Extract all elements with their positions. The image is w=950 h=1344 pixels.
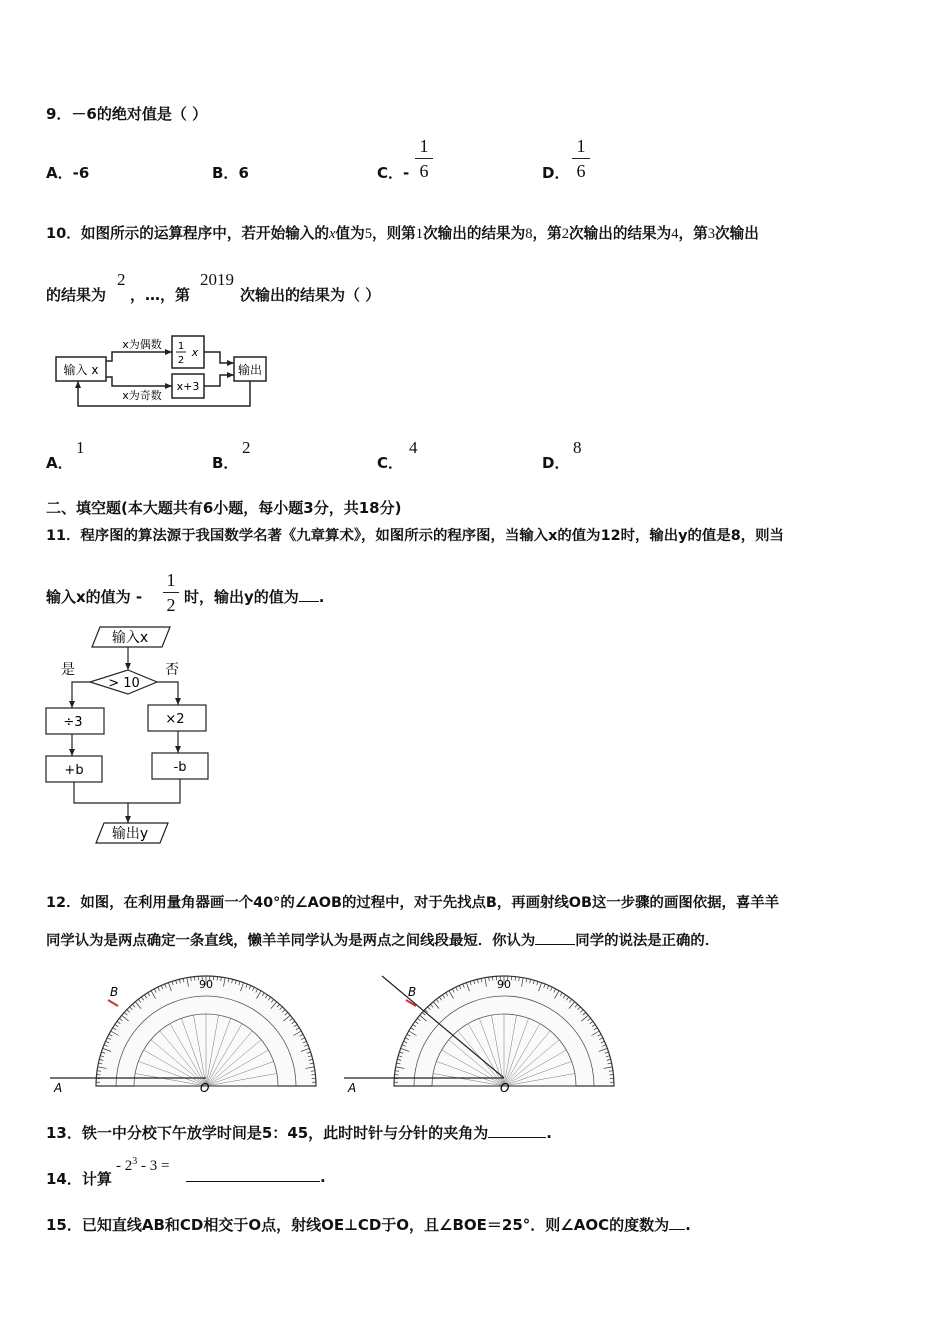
q9-option-d: D． <box>542 164 570 182</box>
q14-expression: - $2^3 - 3$ = <box>116 1156 170 1174</box>
q11-flow-yes: 是 <box>61 662 75 678</box>
q10-option-a-label: A． <box>46 454 73 472</box>
q10-line1: 10．如图所示的运算程序中，若开始输入的x值为5，则第1次输出的结果为8，第2次输出的结果为4，第3次输出 <box>46 225 759 242</box>
q12-protractors-figure <box>44 958 644 1098</box>
q10-flowchart <box>50 330 280 415</box>
q10-line2-b: ，…，第 <box>130 286 191 304</box>
q10-option-b-value: 2 <box>242 438 251 457</box>
q11-flow-output: 输出y <box>111 826 149 842</box>
q11-flow-minusb: -b <box>173 760 187 775</box>
q10-option-c-label: C． <box>377 454 404 472</box>
q10-option-d-value: 8 <box>573 438 582 457</box>
q10-sup-2: 2 <box>117 270 126 289</box>
right-label-a: A <box>348 1081 357 1095</box>
left-label-90: 90 <box>199 978 213 991</box>
q10-option-c-value: 4 <box>409 438 418 457</box>
q11-flowchart <box>40 622 230 854</box>
q10-sup-2019: 2019 <box>200 270 234 289</box>
q9-option-b: B．6 <box>212 164 249 182</box>
q11-flow-div3: ÷3 <box>63 715 83 730</box>
q11-fraction: 1 2 <box>163 570 179 615</box>
left-label-b: B <box>110 985 119 999</box>
q9-option-a: A．-6 <box>46 164 90 182</box>
q10-flow-half-den: 2 <box>177 355 185 366</box>
q9-option-d-fraction: 1 6 <box>572 136 590 181</box>
q12-line2: 同学认为是两点确定一条直线，懒羊羊同学认为是两点之间线段最短．你认为 同学的说法是正确的． <box>46 933 720 949</box>
q13: 13．铁一中分校下午放学时间是5：45，此时时针与分针的夹角为 . <box>46 1124 552 1142</box>
left-point-b-mark <box>108 1000 118 1006</box>
q9-option-c: C．- <box>377 164 410 182</box>
q10-flow-half-num: 1 <box>177 341 185 352</box>
q11-flow-no: 否 <box>165 662 179 678</box>
q10-flow-even: x为偶数 <box>122 338 162 351</box>
protractor-left <box>96 976 316 1086</box>
q10-flow-output: 输出 <box>237 363 263 377</box>
q10-option-a-value: 1 <box>76 438 85 457</box>
q11-line2-b: 时，输出y的值为 . <box>184 588 325 606</box>
q10-option-b-label: B． <box>212 454 239 472</box>
right-label-90: 90 <box>497 978 511 991</box>
protractor-right <box>394 976 614 1086</box>
q11-line1: 11．程序图的算法源于我国数学名著《九章算术》，如图所示的程序图，当输入x的值为12时，输出y的值是8，则当 <box>46 528 784 544</box>
q10-line2-c: 次输出的结果为（ ） <box>240 286 381 304</box>
section2-title: 二、填空题(本大题共有6小题，每小题3分，共18分) <box>46 499 402 517</box>
q10-option-d-label: D． <box>542 454 570 472</box>
right-label-o: O <box>500 1081 510 1095</box>
q14-label: 14．计算 <box>46 1170 112 1188</box>
q9-stem: 9．－6的绝对值是（ ） <box>46 105 208 123</box>
q11-flow-times2: ×2 <box>165 712 185 727</box>
q9-option-c-fraction: 1 6 <box>415 136 433 181</box>
q15: 15．已知直线AB和CD相交于O点，射线OE⊥CD于O，且∠BOE＝25°．则∠AOC的度数为 . <box>46 1216 691 1234</box>
q10-flow-input: 输入 x <box>63 363 99 377</box>
q11-flow-plusb: +b <box>64 763 84 778</box>
q14-answer-blank: . <box>186 1168 326 1186</box>
left-label-a: A <box>54 1081 63 1095</box>
q10-flow-odd: x为奇数 <box>122 389 162 402</box>
q11-flow-input: 输入x <box>111 630 149 646</box>
q11-line2-a: 输入x的值为 - <box>46 588 143 606</box>
q12-line1: 12．如图，在利用量角器画一个40°的∠AOB的过程中，对于先找点B，再画射线OB这一步骤的画图依据，喜羊羊 <box>46 895 780 911</box>
left-label-o: O <box>200 1081 210 1095</box>
q10-line2-a: 的结果为 <box>46 286 107 304</box>
right-label-b: B <box>408 985 417 999</box>
q10-flow-half-var: x <box>191 346 199 359</box>
q11-flow-cond: > 10 <box>108 676 140 691</box>
q10-flow-plus3: x+3 <box>176 380 200 393</box>
